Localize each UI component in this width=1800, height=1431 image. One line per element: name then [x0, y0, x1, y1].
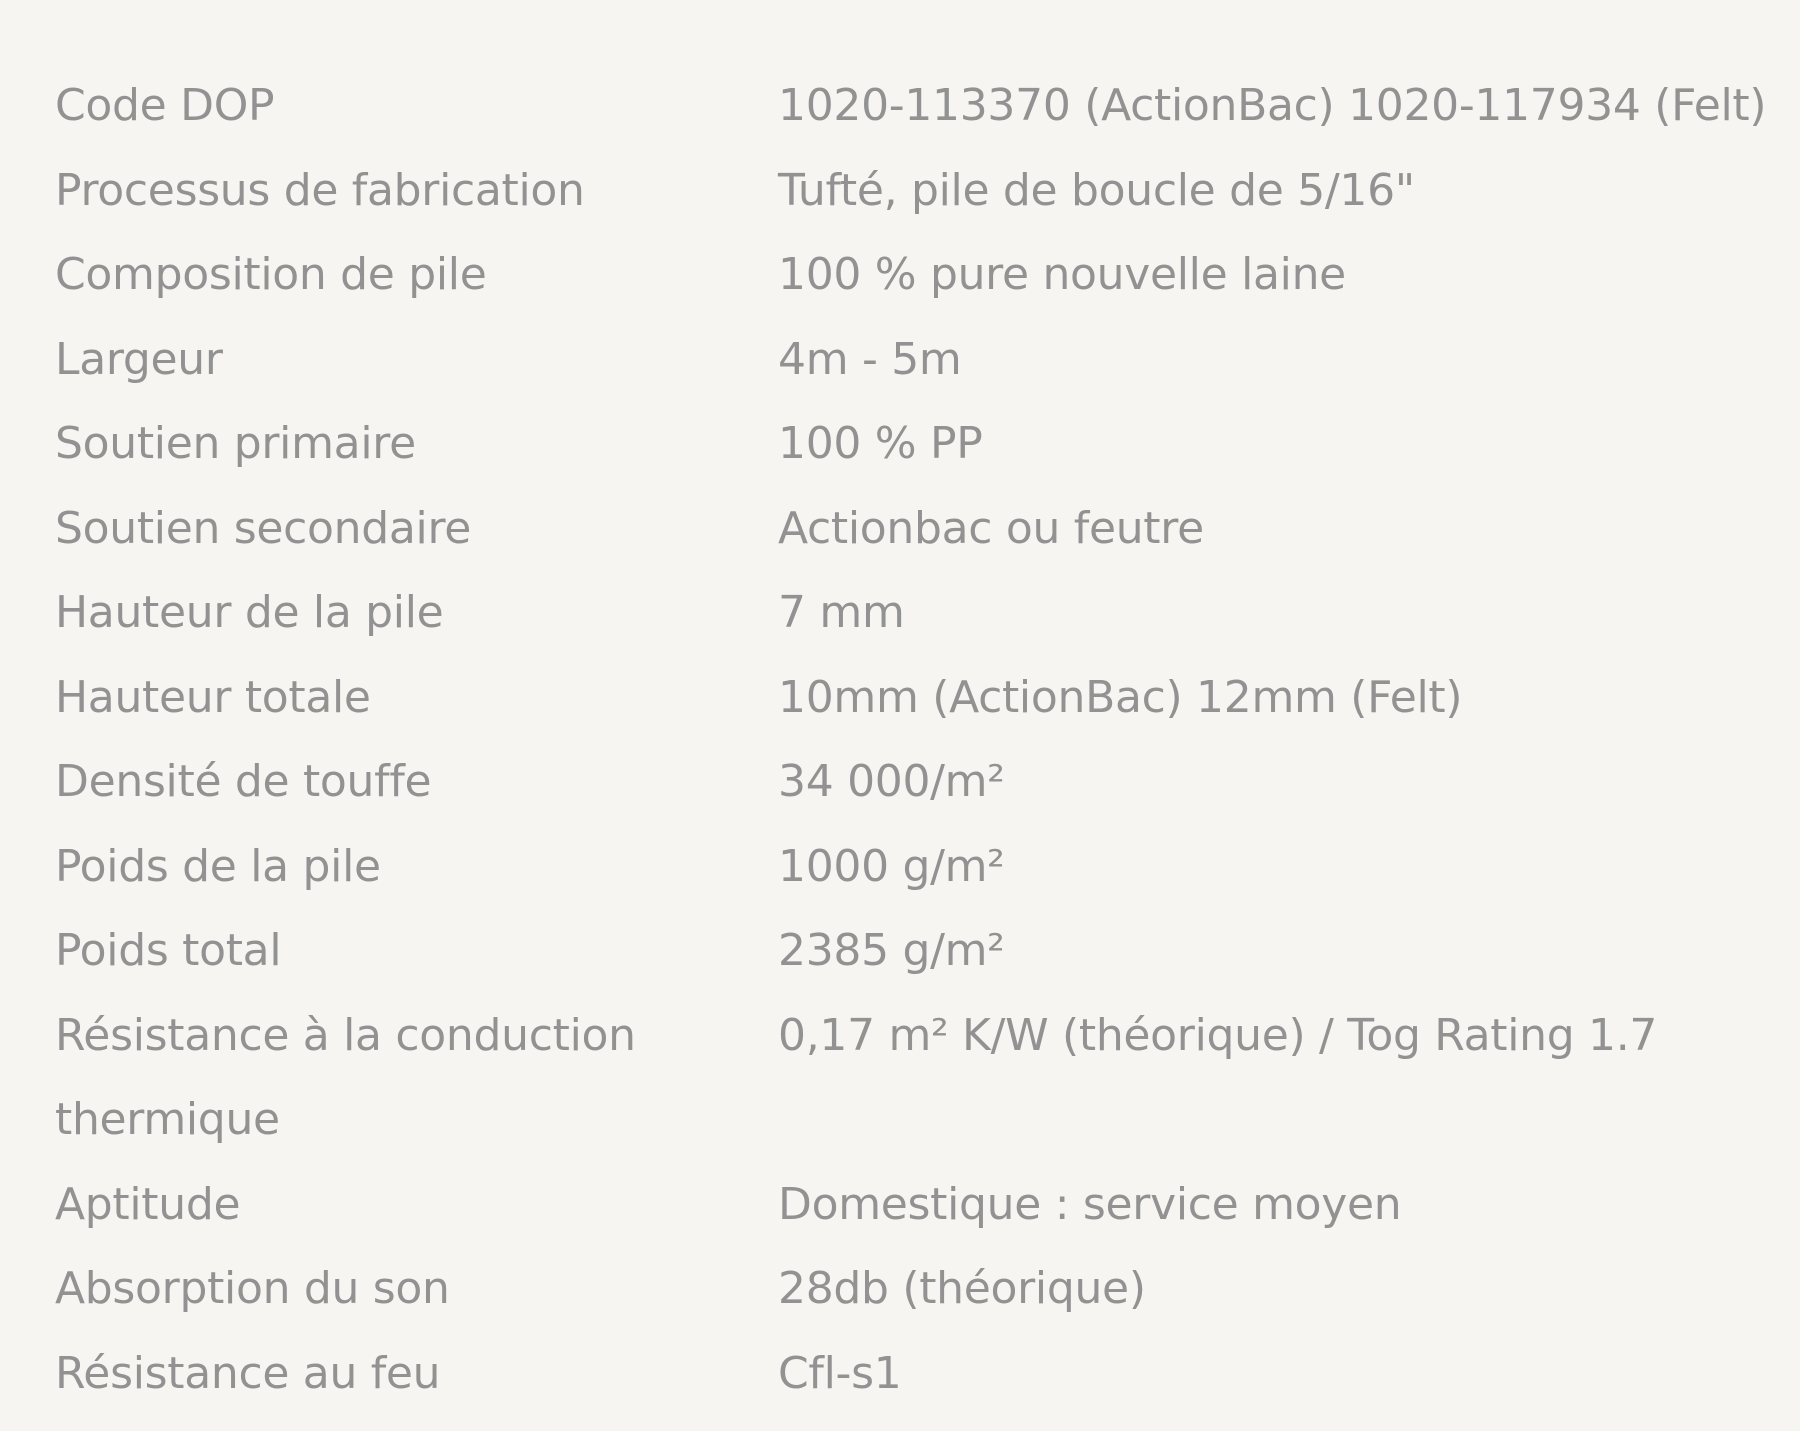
spec-row [55, 233, 1775, 318]
spec-row [55, 1247, 1775, 1332]
spec-label: Densité de touffe [55, 756, 432, 807]
spec-label: Hauteur totale [55, 671, 371, 723]
spec-value: 100 % PP [778, 418, 983, 469]
spec-row [55, 1332, 1775, 1417]
spec-label: Aptitude [55, 1178, 241, 1230]
spec-row [55, 825, 1775, 910]
spec-label: Résistance au feu [55, 1347, 441, 1399]
spec-value: 100 % pure nouvelle laine [778, 249, 1346, 300]
spec-label: Poids de la pile [55, 840, 381, 892]
spec-row [55, 909, 1775, 994]
spec-row [55, 402, 1775, 487]
spec-row [55, 149, 1775, 234]
spec-label: Composition de pile [55, 249, 487, 300]
spec-value: Actionbac ou feutre [778, 502, 1204, 554]
spec-label-wrapper [55, 994, 778, 1163]
spec-value: 7 mm [778, 587, 905, 638]
spec-row [55, 1163, 1775, 1248]
spec-value: 1020-113370 (ActionBac) 1020-117934 (Felt) [778, 80, 1767, 131]
spec-row [55, 487, 1775, 572]
spec-row [55, 656, 1775, 741]
spec-value: 10mm (ActionBac) 12mm (Felt) [778, 671, 1463, 723]
spec-value: 34 000/m² [778, 756, 1005, 807]
spec-value: 28db (théorique) [778, 1263, 1146, 1314]
spec-label: Hauteur de la pile [55, 587, 444, 638]
spec-value: 1000 g/m² [778, 840, 1005, 892]
spec-label: Processus de fabrication [55, 164, 585, 216]
spec-label: Largeur [55, 333, 223, 385]
spec-row [55, 994, 1775, 1163]
spec-value: 2385 g/m² [778, 925, 1005, 976]
spec-label: Poids total [55, 925, 282, 976]
spec-row [55, 318, 1775, 403]
spec-label: Soutien primaire [55, 418, 416, 469]
spec-row [55, 740, 1775, 825]
spec-value: 0,17 m² K/W (théorique) / Tog Rating 1.7 [778, 1009, 1658, 1061]
spec-label: Soutien secondaire [55, 502, 472, 554]
spec-value: 4m - 5m [778, 333, 962, 385]
spec-label: Code DOP [55, 80, 275, 131]
spec-row [55, 64, 1775, 149]
specifications-table [55, 64, 1775, 1416]
spec-value: Domestique : service moyen [778, 1178, 1402, 1230]
spec-label: Absorption du son [55, 1263, 450, 1314]
spec-label: Résistance à la conduction thermique [55, 1009, 636, 1145]
spec-value: Cfl-s1 [778, 1347, 902, 1399]
spec-row [55, 571, 1775, 656]
spec-value: Tufté, pile de boucle de 5/16" [778, 164, 1415, 216]
